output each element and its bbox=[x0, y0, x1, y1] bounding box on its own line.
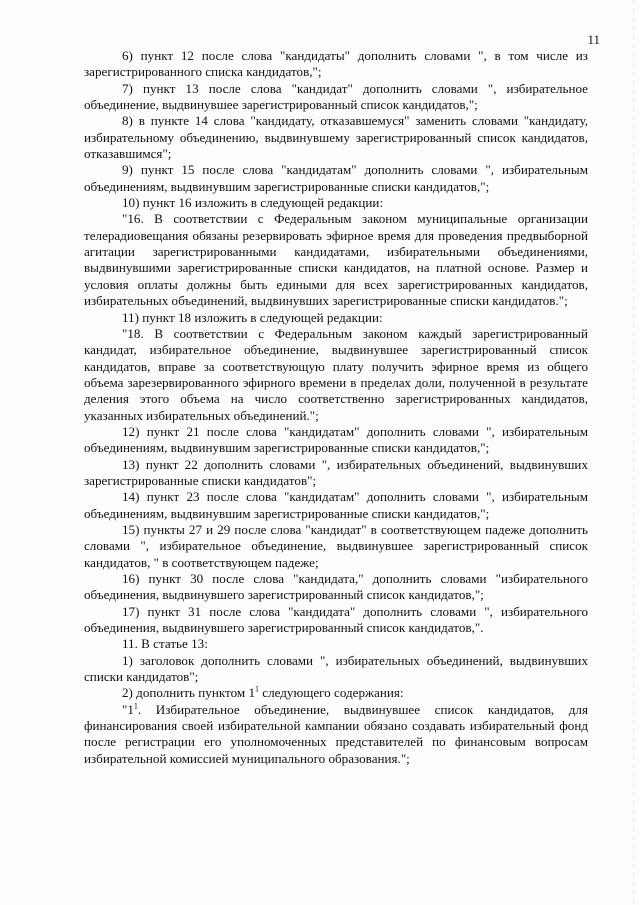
paragraph-clause-18: "18. В соответствии с Федеральным законом каждый зарегистрированный кандидат, избирательное объединение, выдвинувшее зарегистрированный список кандидатов, вправе за соответствующую плату получить эфирное время из общего объема зарезервированного эфирного времени в пределах доли, полученной в результате деления этого объема на число соответственно зарегистрированных кандидатов, указанных избирательных объединений."; bbox=[84, 325, 588, 423]
paragraph-item-10: 10) пункт 16 изложить в следующей редакции: bbox=[122, 195, 384, 211]
paragraph-clause-1-1 bbox=[84, 702, 588, 767]
item-2-superscript: 1 bbox=[255, 685, 259, 695]
scan-edge-artifact bbox=[633, 0, 634, 905]
paragraph-art13-item-1: 1) заголовок дополнить словами ", избирательных объединений, выдвинувших списки кандидатов"; bbox=[84, 652, 588, 685]
paragraph-art13-item-2 bbox=[84, 685, 588, 701]
paragraph-item-9: 9) пункт 15 после слова "кандидатам" дополнить словами ", избирательным объединениям, выдвинувшим зарегистрированные списки кандидатов,"; bbox=[84, 162, 588, 194]
paragraph-item-15: 15) пункты 27 и 29 после слова "кандидат" в соответствующем падеже дополнить словами ", избирательное объединение, выдвинувшее зарегистрированный список кандидатов, " в соответствующем падеже; bbox=[84, 521, 588, 570]
paragraph-item-13: 13) пункт 22 дополнить словами ", избирательных объединений, выдвинувших зарегистрированные списки кандидатов"; bbox=[84, 456, 588, 488]
paragraph-item-12: 12) пункт 21 после слова "кандидатам" дополнить словами ", избирательным объединениям, выдвинувшим зарегистрированные списки кандидатов,"; bbox=[84, 423, 588, 456]
article-13-heading: 11. В статье 13: bbox=[122, 636, 208, 652]
item-2-prefix: 2) дополнить пунктом 1 bbox=[122, 685, 255, 701]
page-number: 11 bbox=[587, 32, 600, 47]
paragraph-item-17: 17) пункт 31 после слова "кандидата" дополнить словами ", избирательного объединения, выдвинувшего зарегистрированный список кандидатов,". bbox=[84, 603, 588, 636]
paragraph-clause-16: "16. В соответствии с Федеральным законом муниципальные организации телерадиовещания обязаны резервировать эфирное время для проведения предвыборной агитации зарегистрированными кандидатами, избирательными объединениями, выдвинувшими зарегистрированные списки кандидатов, на платной основе. Размер и условия оплаты должны быть едиными для всех зарегистрированных кандидатов, избирательных объединений, выдвинувших зарегистрированные списки кандидатов."; bbox=[84, 211, 588, 309]
clause-1-1-prefix: "1 bbox=[122, 701, 134, 717]
document-body bbox=[84, 48, 588, 767]
paragraph-item-6: 6) пункт 12 после слова "кандидаты" дополнить словами ", в том числе из зарегистрированного списка кандидатов,"; bbox=[84, 48, 588, 80]
item-2-suffix: следующего содержания: bbox=[259, 685, 404, 701]
paragraph-item-11: 11) пункт 18 изложить в следующей редакции: bbox=[122, 309, 383, 325]
paragraph-item-7: 7) пункт 13 после слова "кандидат" дополнить словами ", избирательное объединение, выдвинувшее зарегистрированный список кандидатов,"; bbox=[84, 80, 588, 113]
paragraph-item-14: 14) пункт 23 после слова "кандидатам" дополнить словами ", избирательным объединениям, выдвинувшим зарегистрированные списки кандидатов,"; bbox=[84, 489, 588, 521]
paragraph-item-8: 8) в пункте 14 слова "кандидату, отказавшемуся" заменить словами "кандидату, избирательному объединению, выдвинувшему зарегистрированный список кандидатов, отказавшимся"; bbox=[84, 113, 588, 162]
clause-1-1-text: . Избирательное объединение, выдвинувшее список кандидатов, для финансирования своей избирательной кампании обязано создавать избирательный фонд после регистрации его уполномоченных представителей по финансовым вопросам избирательной комиссией муниципального образования."; bbox=[84, 701, 588, 766]
paragraph-item-16: 16) пункт 30 после слова "кандидата," дополнить словами "избирательного объединения, выдвинувшего зарегистрированный список кандидатов,"; bbox=[84, 571, 588, 603]
clause-1-1-superscript: 1 bbox=[133, 701, 138, 711]
